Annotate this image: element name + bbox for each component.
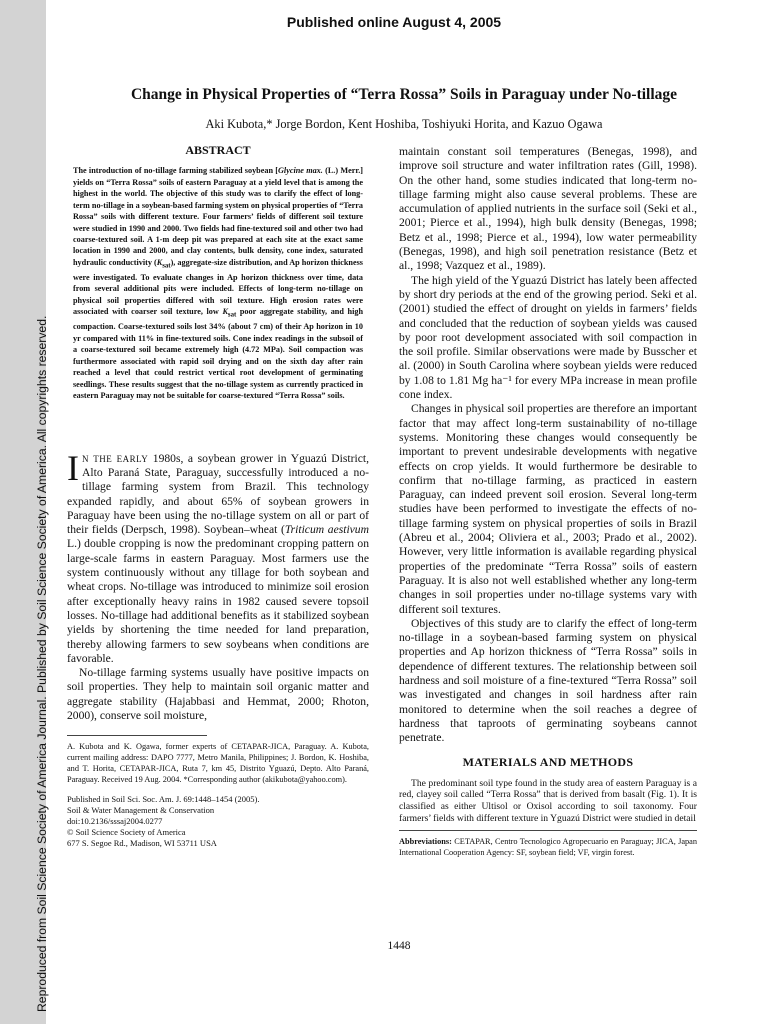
footnote-rule: [67, 735, 207, 736]
right-paragraph-4: Objectives of this study are to clarify the effect of long-term no-tillage in a soybean-based farming system on physical properties and Ap horizon thickness of “Terra Rossa” soils in dependence of different textures. The relationship between soil hardness and soil moisture of a fine-textured “Terra Rossa” soil was investigated and changes in soil hardness after rain monitored to determine when the soil reaches a degree of hardness that taproots of germinating soybeans cannot penetrate.: [399, 616, 697, 745]
right-paragraph-1: maintain constant soil temperatures (Benegas, 1998), and improve soil structure and water infiltration rates (Gill, 1998). On the other hand, some studies indicated that long-term no-tillage farming might also cause several problems. These are accumulation of applied nutrients in the surface soil (Seki et al., 2001; Pierce et al., 1994), high bulk density (Benegas, 1998; Betz et al., 1998; Pierce et al., 1994), low water permeability (Benegas, 1998), and high soil penetration resistance (Betz et al., 1998; Vazquez et al., 1989).: [399, 145, 697, 273]
published-online-header: Published online August 4, 2005: [286, 14, 502, 30]
right-paragraph-2: The high yield of the Yguazú District has lately been affected by short dry periods at the end of the growing period. Seki et al. (2001) studied the effect of drought on yields in farmers’ fields and concluded that the reduction of soybean yields was caused by poor root development associated with soil compaction in the soil profile. Similar observations were made by Busscher et al. (2000) in South Carolina where soybean yields were reduced by 1.08 to 1.81 Mg ha⁻¹ for every MPa increase in mean profile cone index.: [399, 273, 697, 402]
methods-heading: MATERIALS AND METHODS: [462, 755, 634, 770]
intro-paragraph-1: I N THE EARLY 1980s, a soybean grower in Yguazú District, Alto Paraná State, Paraguay, successfully introduced a no-tillage farming system from Brazil. This technology expanded rapidly, and about 65% of soybean growers in Paraguay have been using the no-tillage system on all or part of their fields (Derpsch, 1998). Soybean–wheat (Triticum aestivum L.) double cropping is now the predominant cropping pattern on large-scale farms in eastern Paraguay. Most farmers use the system continuously without any tillage for both soybean and wheat crops. No-tillage was introduced to minimize soil erosion after exceptionally heavy rains in 1982 caused severe topsoil losses. No-tillage had additional benefits as it stabilized soybean yields by shortening the time needed for land preparation, thereby allowing farmers to sew soybeans when conditions are favorable.: [67, 447, 369, 665]
left-column: [67, 143, 369, 849]
author-list: Aki Kubota,* Jorge Bordon, Kent Hoshiba, Toshiyuki Horita, and Kazuo Ogawa: [205, 117, 603, 131]
abstract-text: The introduction of no-tillage farming stabilized soybean [Glycine max. (L.) Merr.] yields on “Terra Rossa” soils of eastern Paraguay at a yield level that is among the highest in the world. The objective of this study was to clarify the effect of long-term no-tillage in a soybean-based farming system on physical properties of “Terra Rossa” soils with different texture. Four farmers’ fields of different soil texture were studied in 1990 and 2000. Two fields had fine-textured soil and other two had coarse-textured soil. A 1-m deep pit was prepared at each site at the exact same location in 1990 and 2000, and clay contents, bulk density, cone index, saturated hydraulic conductivity $(K_{sat})$, aggregate-size distribution, and Ap horizon thickness were investigated. To evaluate changes in Ap horizon thickness over time, data from several additional pits were included. Effects of long-term no-tillage on physical soil properties differed with soil texture. High erosion rates were associated with coarser soil texture, low $K_{sat}$ poor aggregate stability, and high compaction. Coarse-textured soils lost 34% (about 7 cm) of their Ap horizon in 10 yr compared with 11% in fine-textured soils. Cone index readings in the subsoil of a coarse-textured soil became extremely high (4.72 MPa). Soil compaction was furthermore associated with rapid soil drying and on the sixth day after rain reached a level that could restrict vertical root development of germinating seedlings. These results suggest that the no-tillage system as currently practiced in eastern Paraguay may not be suitable for coarse-textured “Terra Rossa” soils.: [73, 166, 364, 401]
drop-cap: I: [67, 447, 79, 488]
author-affiliation-footnote: A. Kubota and K. Ogawa, former experts of CETAPAR-JICA, Paraguay. A. Kubota, current mailing address: DAPO 7777, Metro Manila, Philippines; J. Bordon, K. Hoshiba, and T. Horita, CETAPAR-JICA, Ruta 7, km 45, Distrito Yguazú, Depto. Alto Paraná, Paraguay. Received 19 Aug. 2004. *Corresponding author (akikubota@yahoo.com).: [67, 742, 369, 784]
methods-paragraph: The predominant soil type found in the study area of eastern Paraguay is a red, clayey soil called “Terra Rossa” that is derived from basalt (Fig. 1). It is classified as either Ultisol or Oxisol according to soil taxonomy. Four farmers’ fields with different texture in Yguazú District were studied in detail: [399, 777, 697, 824]
publication-info: Published in Soil Sci. Soc. Am. J. 69:1448–1454 (2005). Soil & Water Management & Conservation doi:10.2136/sssaj2004.0277 © Soil Science Society of America 677 S. Segoe Rd., Madison, WI 53711 USA: [67, 793, 260, 848]
page-number: 1448: [387, 940, 411, 952]
abstract-heading: ABSTRACT: [185, 143, 251, 157]
right-paragraph-3: Changes in physical soil properties are therefore an important factor that may affect long-term sustainability of no-tillage systems. Monitoring these changes would consequently be important to prevent undesirable developments with negative effects on crop yields. It would furthermore be desirable to confirm that no-tillage farming, as practiced in eastern Paraguay, can indeed prevent soil erosion. Several long-term studies have been performed to investigate the effects of no-tillage farming system on physical properties of soils in Brazil (Abreu et al., 2004; Oliviera et al., 2003; Prado et al., 2002). However, very little information is available regarding physical properties of the predominate “Terra Rossa” soils of eastern Paraguay. It is also not well established whether any long-term changes in soil properties under no-tillage systems vary with different soil textures.: [399, 402, 697, 616]
intro-paragraph-2: No-tillage farming systems usually have positive impacts on soil properties. They help to maintain soil organic matter and aggregate stability (Hajabbasi and Hemmat, 2000; Rhoton, 2000), conserve soil moisture,: [67, 666, 369, 722]
copyright-side-note: Reproduced from Soil Science Society of America Journal. Published by Soil Science Society of America. All copyrights reserved.: [35, 315, 49, 1012]
article-title: Change in Physical Properties of “Terra Rossa” Soils in Paraguay under No-tillage: [130, 86, 678, 103]
right-column: [399, 145, 697, 859]
abbreviations-footnote: Abbreviations: CETAPAR, Centro Tecnologico Agropecuario en Paraguay; JICA, Japan International Cooperation Agency: SF, soybean field; VF, virgin forest.: [399, 830, 697, 859]
